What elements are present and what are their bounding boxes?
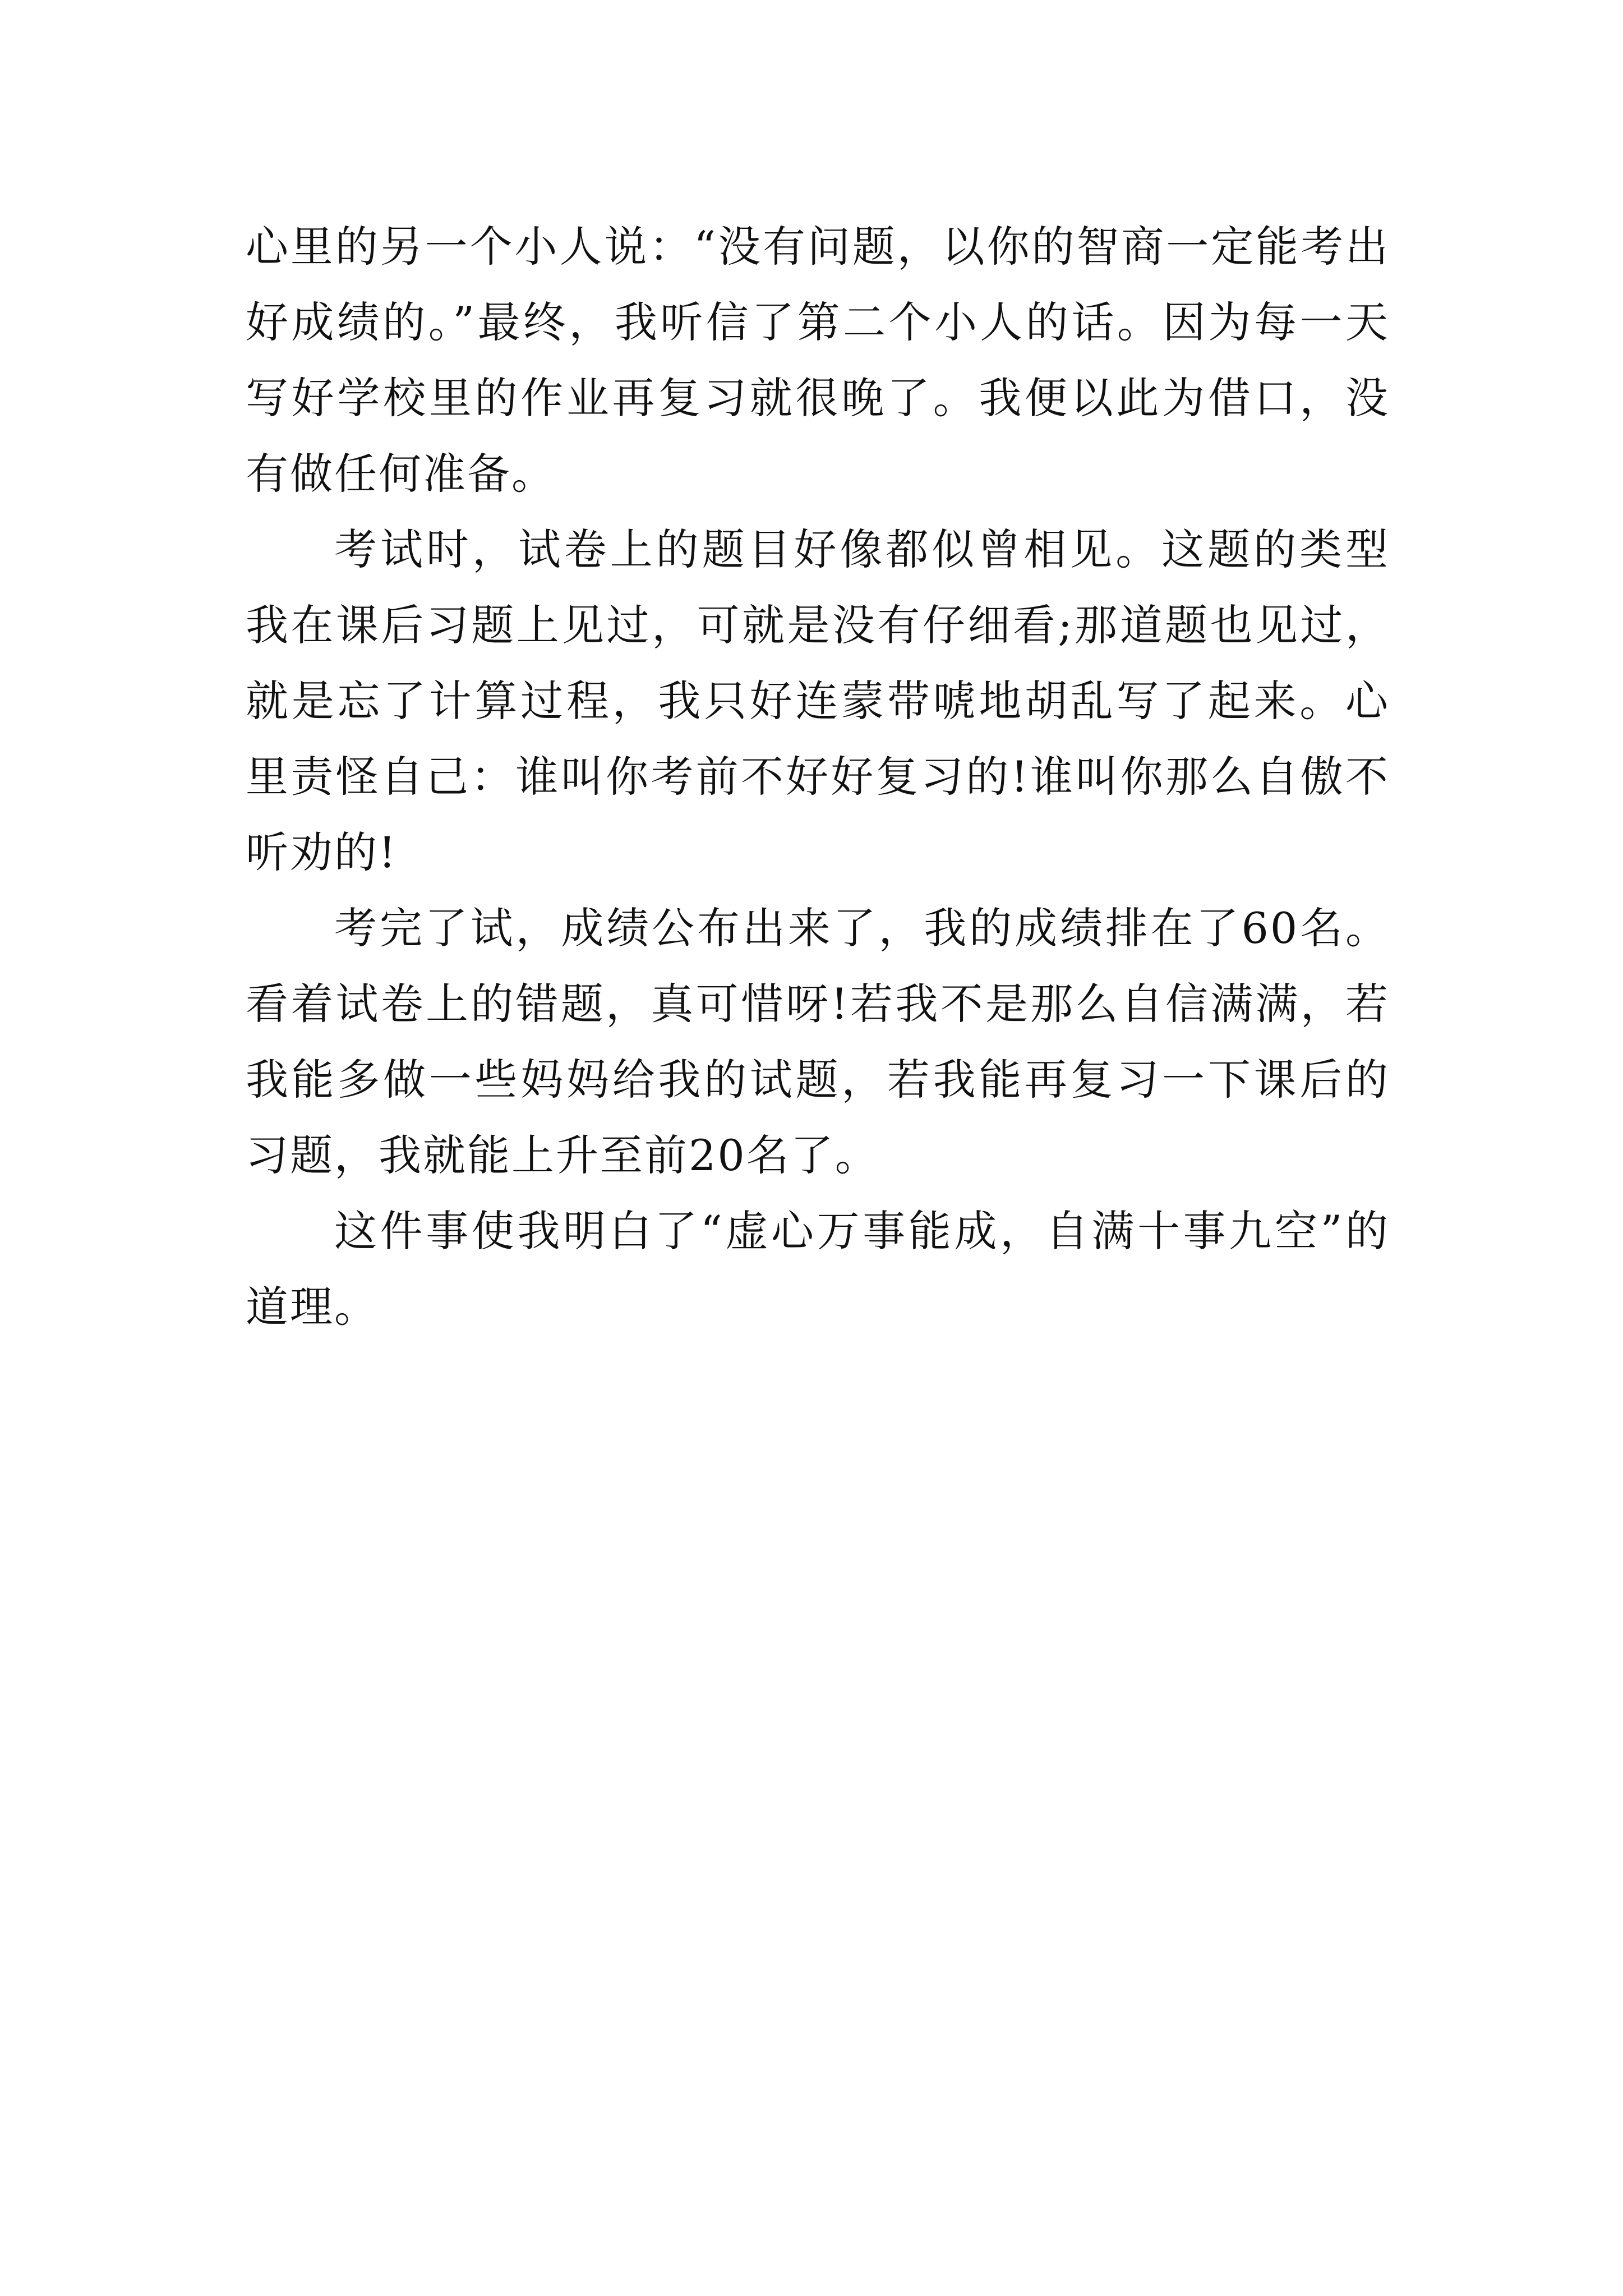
paragraph-4: 这件事使我明白了“虚心万事能成，自满十事九空”的道理。 [246, 1206, 1390, 1332]
paragraph-2: 考试时，试卷上的题目好像都似曾相见。这题的类型我在课后习题上见过，可就是没有仔细看;那道题也见过，就是忘了计算过程，我只好连蒙带唬地胡乱写了起来。心里责怪自己：谁叫你考前不好好复习的!谁叫你那么自傲不听劝的! [246, 524, 1390, 877]
document-body [246, 209, 1390, 1345]
paragraph-1: 心里的另一个小人说：“没有问题，以你的智商一定能考出好成绩的。”最终，我听信了第二个小人的话。因为每一天写好学校里的作业再复习就很晚了。我便以此为借口，没有做任何准备。 [246, 222, 1390, 499]
paragraph-3: 考完了试，成绩公布出来了，我的成绩排在了60名。看着试卷上的错题，真可惜呀!若我不是那么自信满满，若我能多做一些妈妈给我的试题，若我能再复习一下课后的习题，我就能上升至前20名了。 [246, 903, 1390, 1180]
